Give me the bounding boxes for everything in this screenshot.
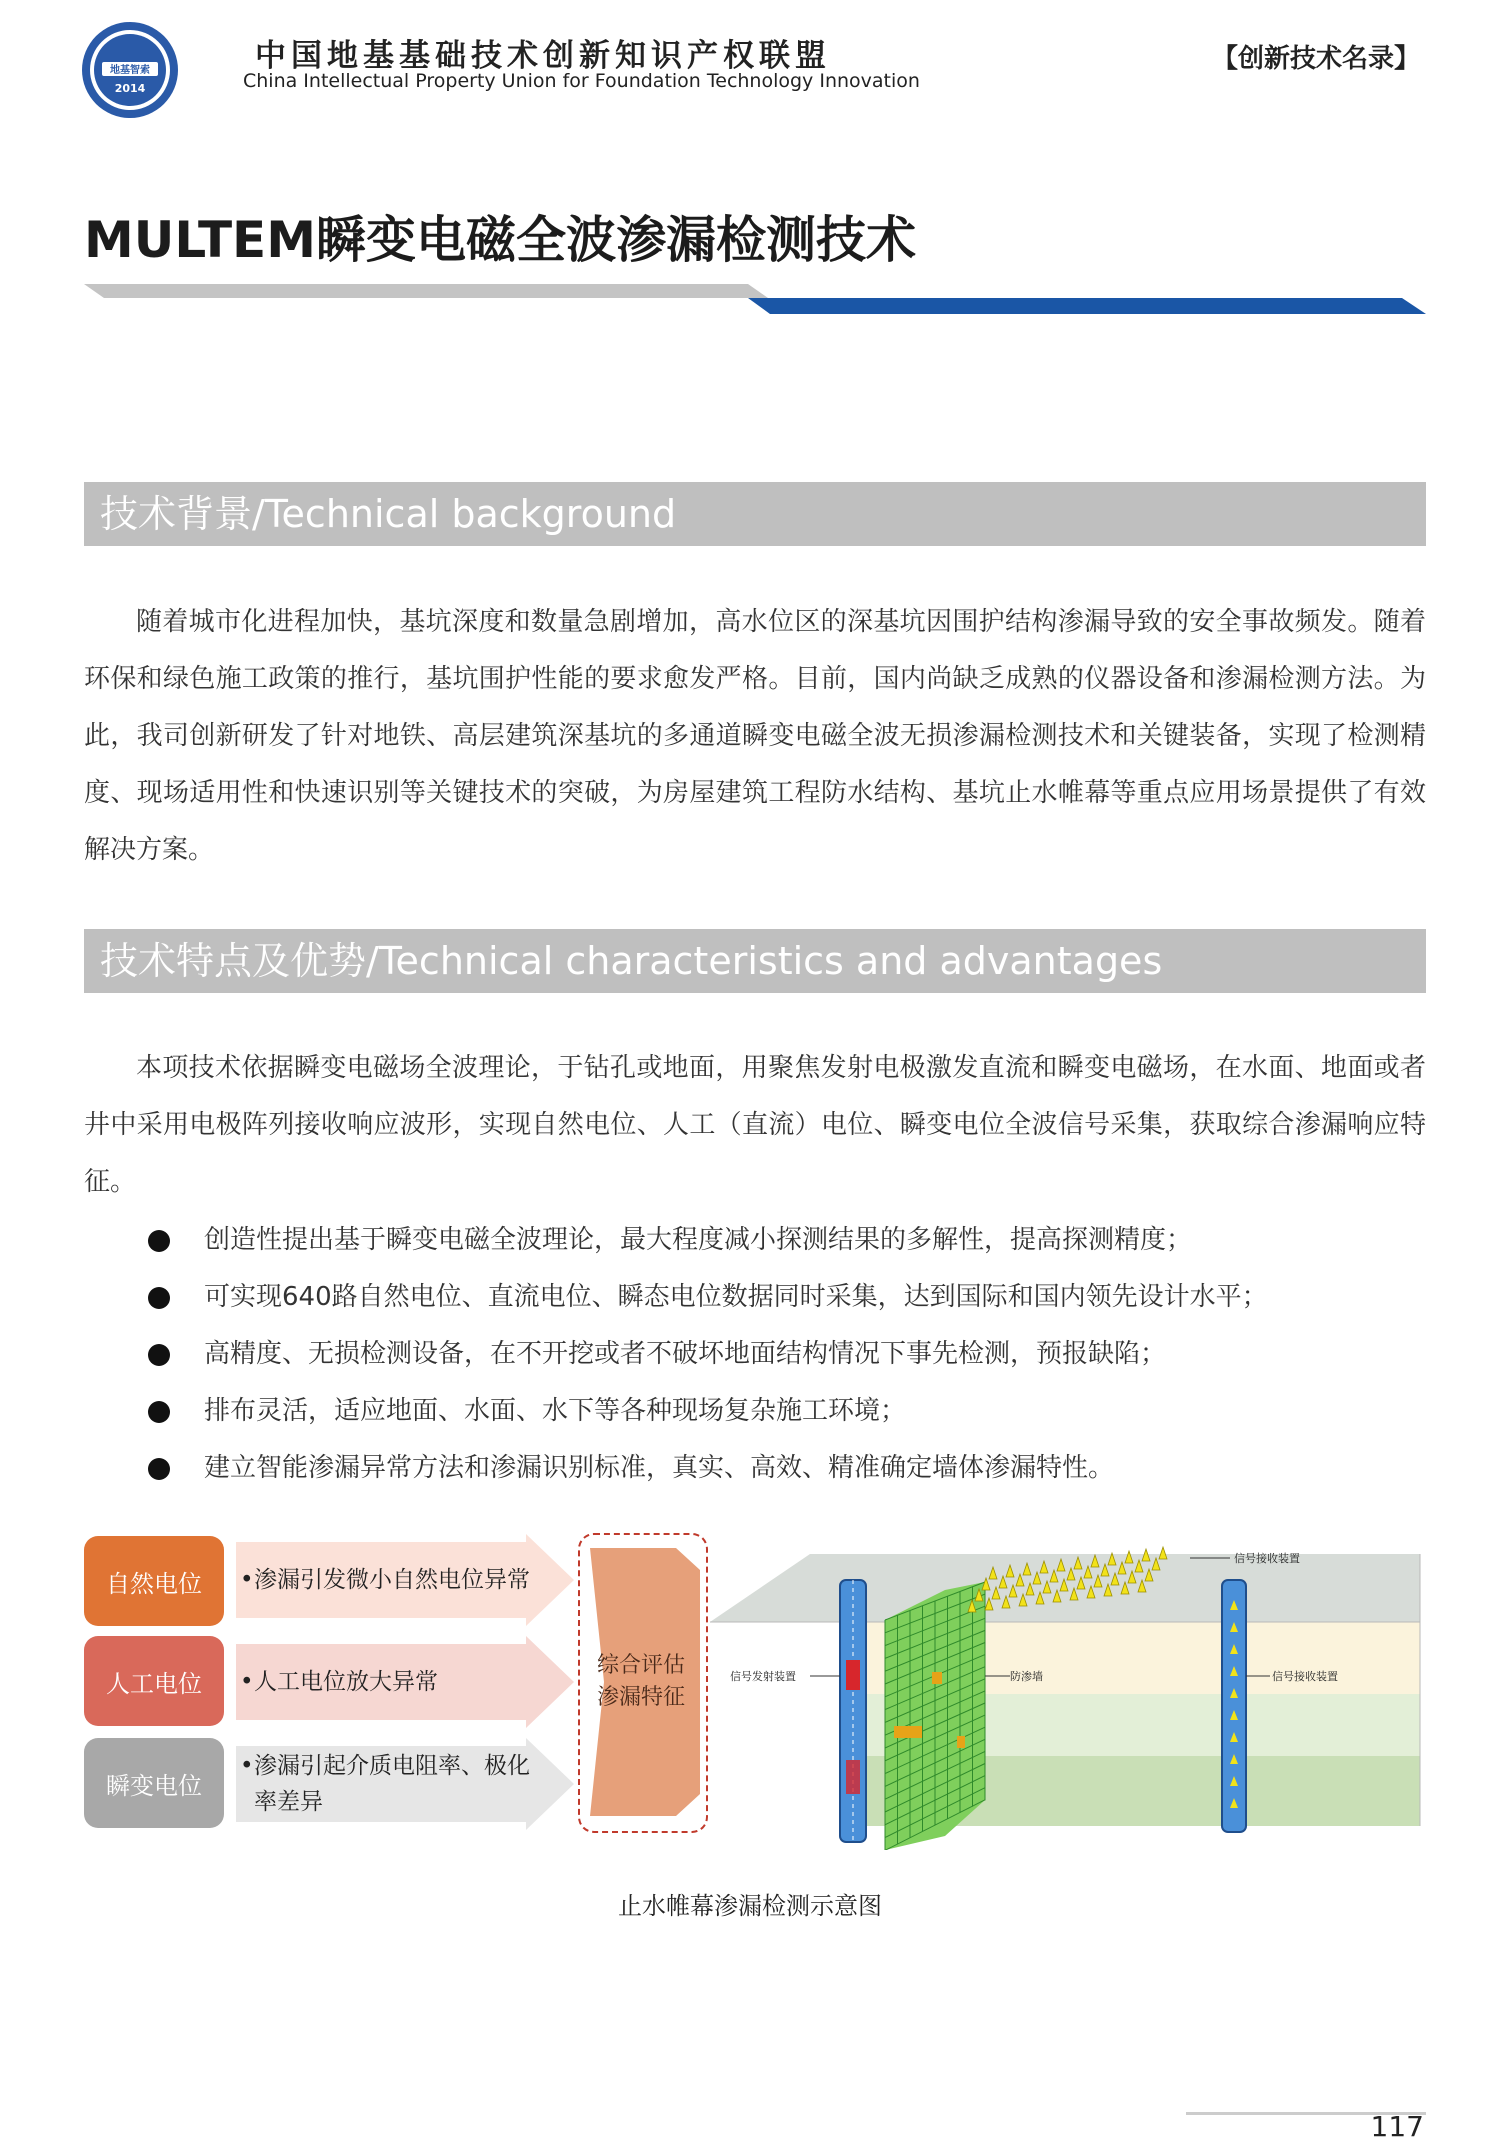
flow-label-natural-potential: 自然电位 xyxy=(84,1536,224,1626)
bullet-icon xyxy=(148,1287,170,1309)
list-item: 建立智能渗漏异常方法和渗漏识别标准，真实、高效、精准确定墙体渗漏特性。 xyxy=(84,1440,1426,1497)
page-number: 117 xyxy=(1370,2110,1424,2143)
catalog-tag: 【创新技术名录】 xyxy=(1211,44,1420,74)
figure-caption: 止水帷幕渗漏检测示意图 xyxy=(618,1892,882,1920)
bullet-icon xyxy=(148,1230,170,1252)
background-paragraph xyxy=(84,594,1426,879)
org-name-en: China Intellectual Property Union for Foundation Technology Innovation xyxy=(243,70,920,92)
background-text: 随着城市化进程加快，基坑深度和数量急剧增加，高水位区的深基坑因围护结构渗漏导致的安全事故频发。随着环保和绿色施工政策的推行，基坑围护性能的要求愈发严格。目前，国内尚缺乏成熟的仪器设备和渗漏检测方法。为此，我司创新研发了针对地铁、高层建筑深基坑的多通道瞬变电磁全波无损渗漏检测技术和关键装备，实现了检测精度、现场适用性和快速识别等关键技术的突破，为房屋建筑工程防水结构、基坑止水帷幕等重点应用场景提供了有效解决方案。 xyxy=(84,607,1426,865)
bullet-icon xyxy=(148,1344,170,1366)
flow-label-artificial-potential: 人工电位 xyxy=(84,1636,224,1726)
bullet-icon xyxy=(148,1458,170,1480)
label-side-receiver: 信号接收装置 xyxy=(1272,1670,1338,1683)
characteristics-intro: 本项技术依据瞬变电磁场全波理论，于钻孔或地面，用聚焦发射电极激发直流和瞬变电磁场，在水面、地面或者井中采用电极阵列接收响应波形，实现自然电位、人工（直流）电位、瞬变电位全波信号采集，获取综合渗漏响应特征。 xyxy=(84,1053,1426,1197)
label-top-receiver: 信号接收装置 xyxy=(1234,1552,1300,1565)
section-heading-background: 技术背景/Technical background xyxy=(84,482,1426,546)
label-wall: 防渗墙 xyxy=(1010,1670,1043,1683)
flow-text-transient: •渗漏引起介质电阻率、极化 率差异 xyxy=(240,1753,530,1815)
list-item: 可实现640路自然电位、直流电位、瞬态电位数据同时采集，达到国际和国内领先设计水平； xyxy=(84,1269,1426,1326)
label-transmitter: 信号发射装置 xyxy=(730,1670,796,1683)
section-heading-characteristics: 技术特点及优势/Technical characteristics and advantages xyxy=(84,929,1426,993)
characteristics-paragraph xyxy=(84,1040,1426,1211)
list-item: 创造性提出基于瞬变电磁全波理论，最大程度减小探测结果的多解性，提高探测精度； xyxy=(84,1212,1426,1269)
logo-year: 2014 xyxy=(114,82,146,95)
flow-text-artificial: •人工电位放大异常 xyxy=(240,1669,438,1695)
logo-label: 地基智索 xyxy=(110,65,150,76)
alliance-logo xyxy=(80,20,180,120)
bullet-icon xyxy=(148,1401,170,1423)
flow-text-natural: •渗漏引发微小自然电位异常 xyxy=(240,1567,530,1593)
list-item: 排布灵活，适应地面、水面、水下等各种现场复杂施工环境； xyxy=(84,1383,1426,1440)
org-name-cn: 中国地基基础技术创新知识产权联盟 xyxy=(255,38,831,74)
evaluation-label: 综合评估 渗漏特征 xyxy=(596,1653,685,1710)
feature-list xyxy=(84,1212,1426,1497)
flow-label-transient-potential: 瞬变电位 xyxy=(84,1738,224,1828)
leakage-detection-schematic xyxy=(710,1530,1430,1850)
title-rule xyxy=(84,282,1426,316)
list-item: 高精度、无损检测设备，在不开挖或者不破坏地面结构情况下事先检测，预报缺陷； xyxy=(84,1326,1426,1383)
page-title: MULTEM瞬变电磁全波渗漏检测技术 xyxy=(84,211,916,269)
